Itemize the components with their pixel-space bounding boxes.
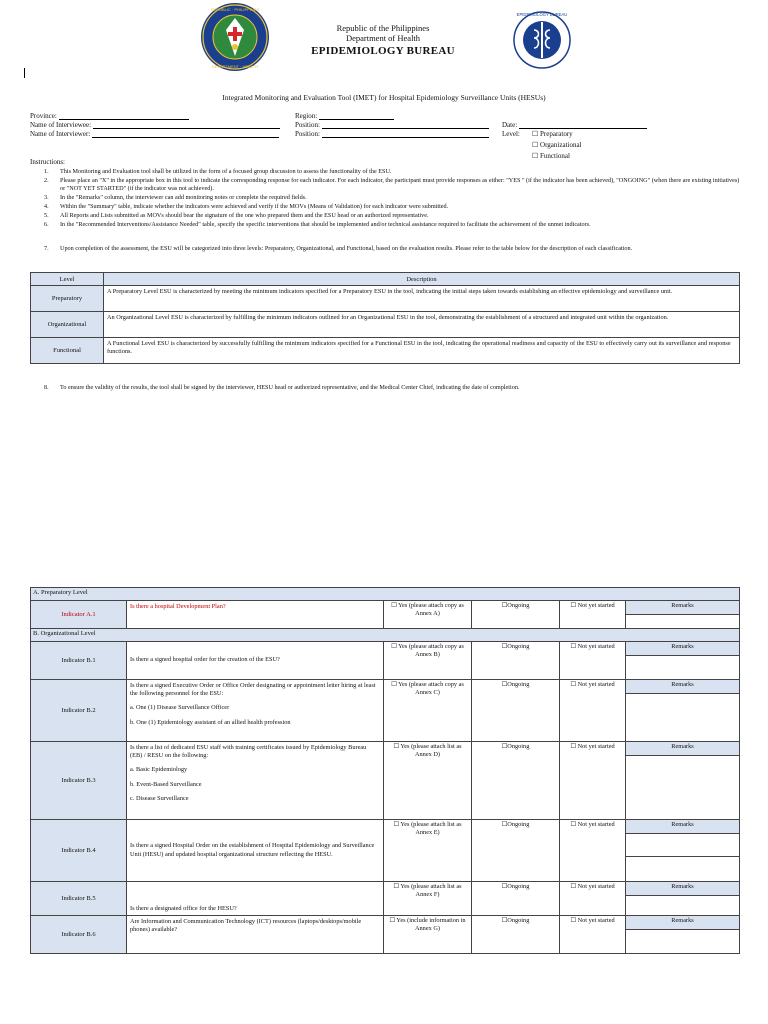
position-field-2[interactable] (295, 130, 489, 138)
province-line[interactable] (59, 113, 189, 120)
instruction-text: All Reports and Lists submitted as MOVs should bear the signature of the one who prepared them and the ESU head or an authorized representative. (60, 212, 429, 219)
yes-checkbox[interactable]: ☐ Yes (please attach list as Annex F) (384, 882, 472, 916)
indicator-subitem: c. Disease Surveillance (130, 794, 189, 802)
not-started-checkbox[interactable]: ☐ Not yet started (560, 601, 626, 629)
instruction-number: 4. (44, 203, 49, 210)
not-started-checkbox[interactable]: ☐ Not yet started (560, 742, 626, 820)
remarks-header: Remarks (626, 742, 740, 756)
epidemiology-bureau-seal-icon (512, 6, 572, 74)
indicator-subitem: b. One (1) Epidemiology assistant of an allied health profession (130, 718, 291, 726)
position-line-2[interactable] (322, 131, 489, 138)
level-description: A Functional Level ESU is characterized by successfully fulfilling the minimum indicators specified for a Functional ESU in the tool, indicating the operational readiness and capacity of the ESU to effectively carry out its surveillance and response functions. (104, 338, 740, 364)
instruction-number: 3. (44, 194, 49, 201)
remarks-cell[interactable] (626, 930, 740, 954)
level-column-header: Level (31, 273, 104, 286)
indicator-id: Indicator B.4 (31, 820, 127, 882)
level-label: Level: (502, 130, 520, 138)
ongoing-checkbox[interactable]: ☐Ongoing (472, 820, 560, 882)
indicator-subitem: b. Event-Based Surveillance (130, 780, 202, 788)
ongoing-checkbox[interactable]: ☐Ongoing (472, 882, 560, 916)
level-name: Preparatory (31, 286, 104, 312)
instruction-text: This Monitoring and Evaluation tool shall be utilized in the form of a focused group discussion to assess the functionality of the ESU. (60, 168, 392, 175)
interviewee-label: Name of Interviewee: (30, 121, 92, 129)
indicator-question: Is there a signed Executive Order or Office Order designating or appointment letter hiring at least the following personnel for the ESU: (130, 682, 376, 698)
yes-checkbox[interactable]: ☐ Yes (please attach copy as Annex B) (384, 642, 472, 680)
instruction-number: 8. (44, 384, 49, 391)
instruction-item (30, 245, 742, 263)
interviewer-field[interactable] (30, 130, 279, 138)
ongoing-checkbox[interactable]: ☐Ongoing (472, 742, 560, 820)
svg-text:DEPARTMENT · HEALTH: DEPARTMENT · HEALTH (211, 64, 259, 69)
indicator-question-cell (127, 680, 384, 742)
table-row (31, 601, 740, 615)
instruction-number: 7. (44, 245, 49, 252)
description-column-header: Description (104, 273, 740, 286)
not-started-checkbox[interactable]: ☐ Not yet started (560, 680, 626, 742)
date-label: Date: (502, 121, 518, 129)
indicator-table (30, 587, 740, 954)
level-description-table (30, 272, 740, 364)
indicator-id: Indicator B.3 (31, 742, 127, 820)
instruction-item (30, 177, 742, 195)
indicator-id: Indicator B.1 (31, 642, 127, 680)
position-line-1[interactable] (322, 122, 489, 129)
level-option-preparatory[interactable]: ☐ Preparatory (532, 130, 573, 138)
header-department: Department of Health (345, 33, 421, 43)
remarks-cell[interactable] (626, 857, 740, 882)
indicator-subitem: a. Basic Epidemiology (130, 766, 188, 774)
ongoing-checkbox[interactable]: ☐Ongoing (472, 680, 560, 742)
interviewer-line[interactable] (92, 131, 279, 138)
remarks-cell[interactable] (626, 615, 740, 629)
remarks-header: Remarks (626, 601, 740, 615)
instruction-text: To ensure the validity of the results, the tool shall be signed by the interviewer, HESU head or authorized representative, and the Medical Center Chief, indicating the date of completion. (60, 384, 520, 391)
province-field[interactable] (30, 112, 189, 120)
instruction-number: 2. (44, 177, 49, 184)
instruction-text: In the "Remarks" column, the interviewer can add monitoring notes or complete the required fields. (60, 194, 307, 201)
region-label: Region: (295, 112, 318, 120)
table-row (31, 742, 740, 756)
instruction-item-8 (30, 384, 742, 394)
yes-checkbox[interactable]: ☐ Yes (please attach copy as Annex A) (384, 601, 472, 629)
instruction-text: Please place an "X" in the appropriate box in this tool to indicate the corresponding response for each indicator. For each indicator, the participant must provide responses as either: "YES " (if the indicator has been achieved), "ONGOING" (when there are existing initiatives) or "NOT YET STARTED" (if the indicator was not achieved). (60, 177, 740, 192)
indicator-question: Are Information and Communication Technology (ICT) resources (laptops/desktops/mobile phones) available? (127, 916, 384, 954)
level-name: Organizational (31, 312, 104, 338)
level-name: Functional (31, 338, 104, 364)
section-header-preparatory: A. Preparatory Level (31, 588, 740, 601)
indicator-question: Is there a list of dedicated ESU staff with training certificates issued by Epidemiology Bureau (EB) / RESU on the following: (130, 744, 367, 760)
interviewer-label: Name of Interviewer: (30, 130, 91, 138)
region-field[interactable] (295, 112, 394, 120)
indicator-id: Indicator A.1 (31, 601, 127, 629)
province-label: Province: (30, 112, 57, 120)
remarks-cell[interactable] (626, 756, 740, 820)
remarks-header: Remarks (626, 916, 740, 930)
yes-checkbox[interactable]: ☐ Yes (please attach list as Annex E) (384, 820, 472, 882)
instruction-number: 5. (44, 212, 49, 219)
instruction-item (30, 221, 742, 239)
remarks-cell[interactable] (626, 656, 740, 680)
remarks-header: Remarks (626, 642, 740, 656)
not-started-checkbox[interactable]: ☐ Not yet started (560, 882, 626, 916)
interviewee-line[interactable] (93, 122, 280, 129)
table-row (31, 642, 740, 656)
ongoing-checkbox[interactable]: ☐Ongoing (472, 916, 560, 954)
header-bureau: EPIDEMIOLOGY BUREAU (311, 45, 455, 57)
table-row (31, 680, 740, 694)
region-line[interactable] (319, 113, 394, 120)
remarks-header: Remarks (626, 882, 740, 896)
level-option-organizational[interactable]: ☐ Organizational (532, 141, 582, 149)
not-started-checkbox[interactable]: ☐ Not yet started (560, 642, 626, 680)
table-row (31, 882, 740, 896)
indicator-subitem: a. One (1) Disease Surveillance Officer (130, 704, 230, 712)
table-row (31, 286, 740, 312)
instruction-text: Upon completion of the assessment, the ESU will be categorized into three levels: Preparatory, Organizational, and Functional, based on the evaluation results. Please refer to the table below for the description of each classification. (60, 245, 633, 252)
indicator-question: Is there a signed Hospital Order on the establishment of Hospital Epidemiology and Surveillance Unit (HESU) and updated hospital organizational structure reflecting the HESU. (127, 820, 384, 882)
not-started-checkbox[interactable]: ☐ Not yet started (560, 820, 626, 882)
position-label-2: Position: (295, 130, 320, 138)
instruction-text: Within the "Summary" table, indicate whether the indicators were achieved and verify if the MOVs (Means of Validation) for each indicator were submitted. (60, 203, 449, 210)
position-label-1: Position: (295, 121, 320, 129)
indicator-question-cell (127, 742, 384, 820)
table-row (31, 312, 740, 338)
remarks-cell[interactable] (626, 694, 740, 742)
svg-text:EPIDEMIOLOGY BUREAU: EPIDEMIOLOGY BUREAU (516, 12, 568, 17)
level-description: A Preparatory Level ESU is characterized by meeting the minimum indicators specified for a Preparatory ESU in the tool, indicating the initial steps taken towards establishing an effective epidemiology and surveillance unit. (104, 286, 740, 312)
ongoing-checkbox[interactable]: ☐Ongoing (472, 601, 560, 629)
not-started-checkbox[interactable]: ☐ Not yet started (560, 916, 626, 954)
text-cursor (24, 68, 25, 78)
indicator-id: Indicator B.2 (31, 680, 127, 742)
section-header-organizational: B. Organizational Level (31, 629, 740, 642)
interviewee-field[interactable] (30, 121, 280, 129)
svg-text:REPUBLIC · PHILIPPINES: REPUBLIC · PHILIPPINES (210, 7, 260, 12)
tool-title: Integrated Monitoring and Evaluation Tool (IMET) for Hospital Epidemiology Surveillance Units (HESUs) (222, 93, 546, 102)
date-field[interactable] (502, 121, 647, 129)
table-row (31, 820, 740, 834)
position-field-1[interactable] (295, 121, 489, 129)
level-option-functional[interactable]: ☐ Functional (532, 152, 570, 160)
yes-checkbox[interactable]: ☐ Yes (please attach copy as Annex C) (384, 680, 472, 742)
instructions-title: Instructions: (30, 158, 65, 166)
instruction-number: 1. (44, 168, 49, 175)
table-row (31, 916, 740, 930)
instruction-text: In the "Recommended Interventions/Assistance Needed" table, specify the specific interventions that should be implemented and/or technical assistance required to facilitate the achievement of the unmet indicators. (60, 221, 591, 228)
yes-checkbox[interactable]: ☐ Yes (please attach list as Annex D) (384, 742, 472, 820)
remarks-header: Remarks (626, 680, 740, 694)
remarks-cell[interactable] (626, 896, 740, 916)
indicator-question: Is there a designated office for the HESU? (127, 882, 384, 916)
remarks-cell[interactable] (626, 834, 740, 857)
instruction-number: 6. (44, 221, 49, 228)
header-republic: Republic of the Philippines (336, 23, 430, 33)
date-line[interactable] (519, 122, 647, 129)
indicator-question: Is there a signed hospital order for the creation of the ESU? (127, 642, 384, 680)
indicator-id: Indicator B.6 (31, 916, 127, 954)
level-description: An Organizational Level ESU is characterized by fulfilling the minimum indicators outlined for an Organizational ESU in the tool, demonstrating the establishment of a structured and integrated unit within the organization. (104, 312, 740, 338)
table-row (31, 338, 740, 364)
ongoing-checkbox[interactable]: ☐Ongoing (472, 642, 560, 680)
remarks-header: Remarks (626, 820, 740, 834)
doh-seal-icon (200, 2, 270, 72)
indicator-id: Indicator B.5 (31, 882, 127, 916)
yes-checkbox[interactable]: ☐ Yes (include information in Annex G) (384, 916, 472, 954)
indicator-question: Is there a hospital Development Plan? (127, 601, 384, 629)
